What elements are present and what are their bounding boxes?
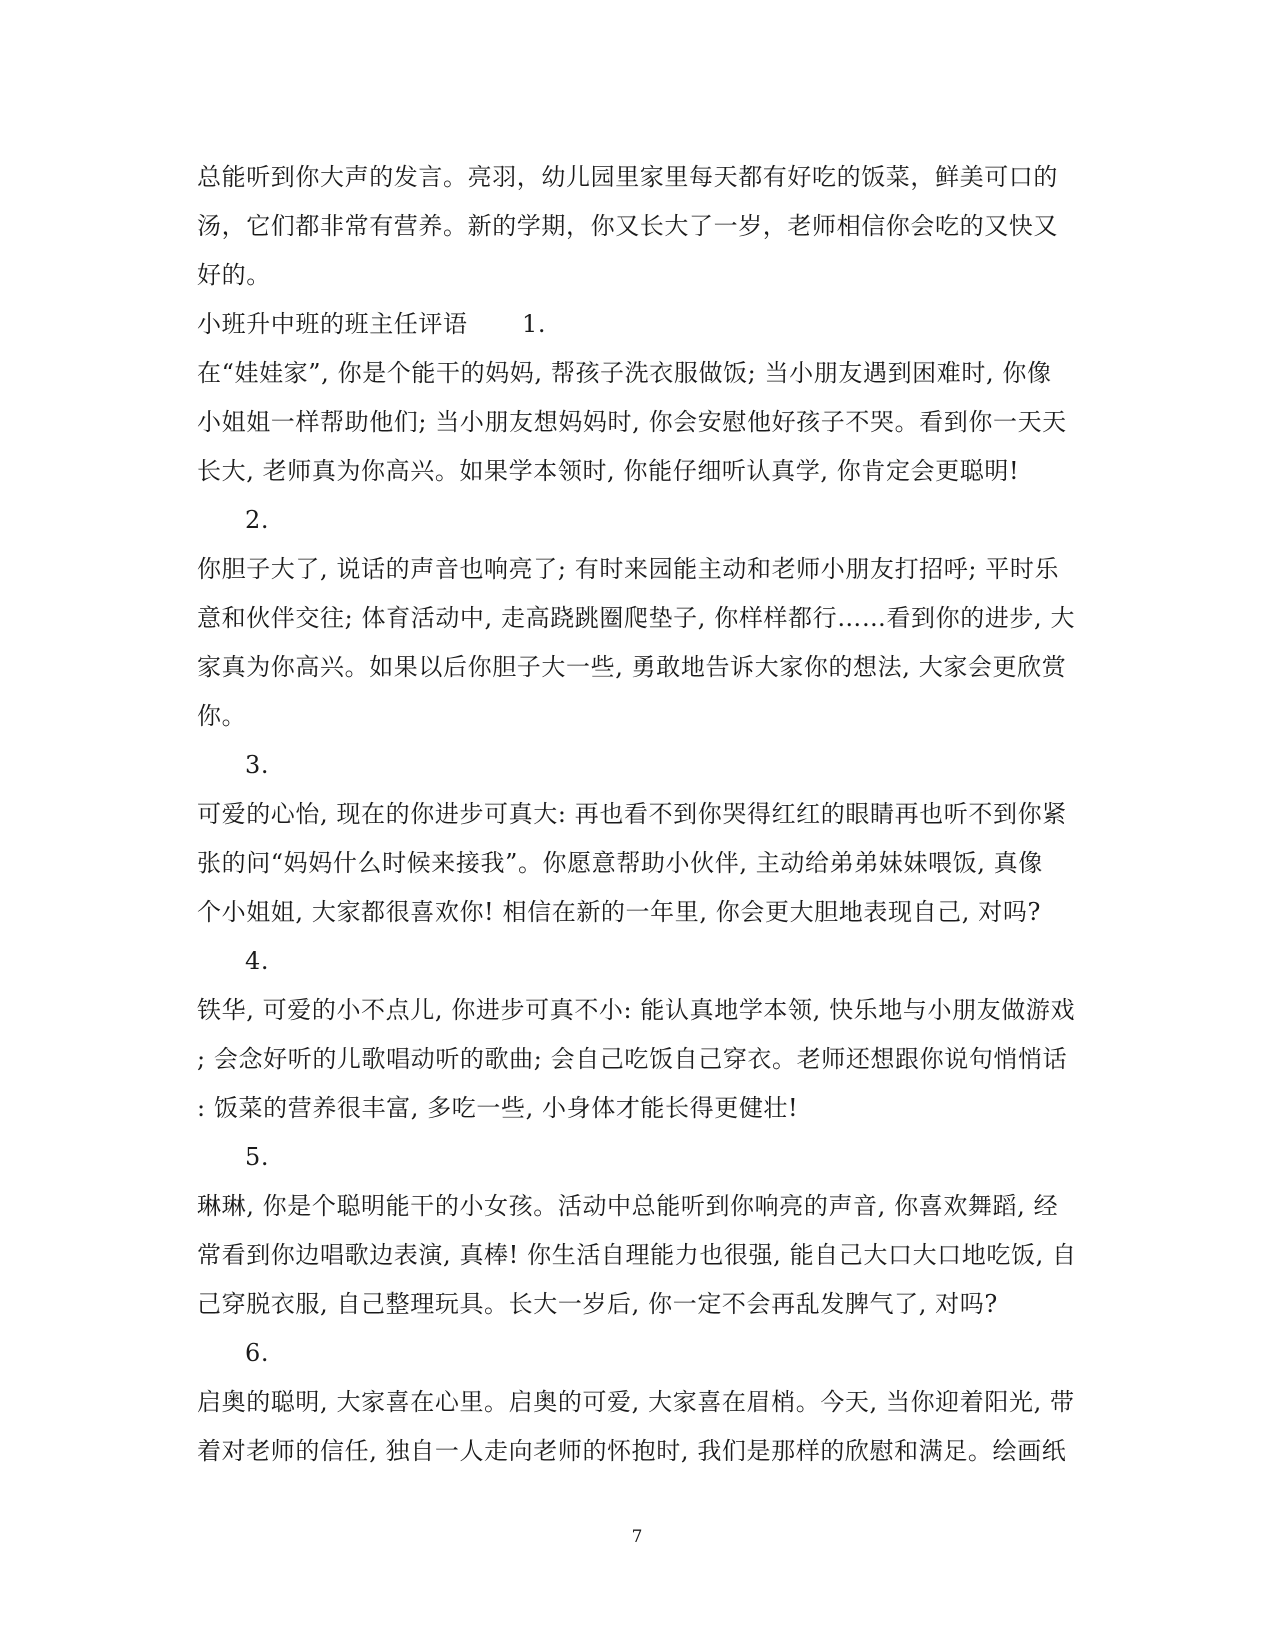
comment-4-line-3: : 饭菜的营养很丰富, 多吃一些, 小身体才能长得更健壮! <box>197 1094 799 1122</box>
comment-1-line-3: 长大, 老师真为你高兴。如果学本领时, 你能仔细听认真学, 你肯定会更聪明! <box>197 457 1020 485</box>
comment-2-line-4: 你。 <box>197 702 247 730</box>
comment-5-line-1: 琳琳, 你是个聪明能干的小女孩。活动中总能听到你响亮的声音, 你喜欢舞蹈, 经 <box>197 1192 1059 1220</box>
comment-5-line-2: 常看到你边唱歌边表演, 真棒! 你生活自理能力也很强, 能自己大口大口地吃饭, 自 <box>197 1241 1077 1269</box>
comment-4-line-1: 铁华, 可爱的小不点儿, 你进步可真不小: 能认真地学本领, 快乐地与小朋友做游戏 <box>197 996 1076 1024</box>
comment-6-line-2: 着对老师的信任, 独自一人走向老师的怀抱时, 我们是那样的欣慰和满足。绘画纸 <box>197 1437 1067 1465</box>
comment-2-number: 2. <box>245 506 270 534</box>
section-heading <box>197 300 1077 349</box>
comment-6-number: 6. <box>245 1339 270 1367</box>
section-title: 小班升中班的班主任评语 <box>197 310 468 338</box>
comment-4-number: 4. <box>245 947 270 975</box>
comment-2-line-2: 意和伙伴交往; 体育活动中, 走高跷跳圈爬垫子, 你样样都行……看到你的进步, 大 <box>197 604 1076 632</box>
comment-4-line-2: ; 会念好听的儿歌唱动听的歌曲; 会自己吃饭自己穿衣。老师还想跟你说句悄悄话 <box>197 1045 1068 1073</box>
section-first-number: 1. <box>522 310 547 338</box>
comment-2-line-3: 家真为你高兴。如果以后你胆子大一些, 勇敢地告诉大家你的想法, 大家会更欣赏 <box>197 653 1067 681</box>
comment-2-line-1: 你胆子大了, 说话的声音也响亮了; 有时来园能主动和老师小朋友打招呼; 平时乐 <box>197 555 1060 583</box>
comment-1-line-1: 在“娃娃家”, 你是个能干的妈妈, 帮孩子洗衣服做饭; 当小朋友遇到困难时, 你像 <box>197 359 1052 387</box>
comment-3-line-1: 可爱的心怡, 现在的你进步可真大: 再也看不到你哭得红红的眼睛再也听不到你紧 <box>197 800 1067 828</box>
comment-6-line-1: 启奥的聪明, 大家喜在心里。启奥的可爱, 大家喜在眉梢。今天, 当你迎着阳光, 带 <box>197 1388 1075 1416</box>
comment-5-number: 5. <box>245 1143 270 1171</box>
intro-line-3: 好的。 <box>197 261 271 289</box>
intro-line-2: 汤，它们都非常有营养。新的学期，你又长大了一岁，老师相信你会吃的又快又 <box>197 212 1058 240</box>
intro-line-1: 总能听到你大声的发言。亮羽，幼儿园里家里每天都有好吃的饭菜，鲜美可口的 <box>197 163 1058 191</box>
comment-3-line-3: 个小姐姐, 大家都很喜欢你! 相信在新的一年里, 你会更大胆地表现自己, 对吗? <box>197 898 1041 926</box>
comment-3-line-2: 张的问“妈妈什么时候来接我”。你愿意帮助小伙伴, 主动给弟弟妹妹喂饭, 真像 <box>197 849 1043 877</box>
comment-1-line-2: 小姐姐一样帮助他们; 当小朋友想妈妈时, 你会安慰他好孩子不哭。看到你一天天 <box>197 408 1067 436</box>
comment-5-line-3: 己穿脱衣服, 自己整理玩具。长大一岁后, 你一定不会再乱发脾气了, 对吗? <box>197 1290 998 1318</box>
page-number: 7 <box>631 1527 643 1547</box>
comment-3-number: 3. <box>245 751 270 779</box>
body-text <box>197 153 1077 1476</box>
